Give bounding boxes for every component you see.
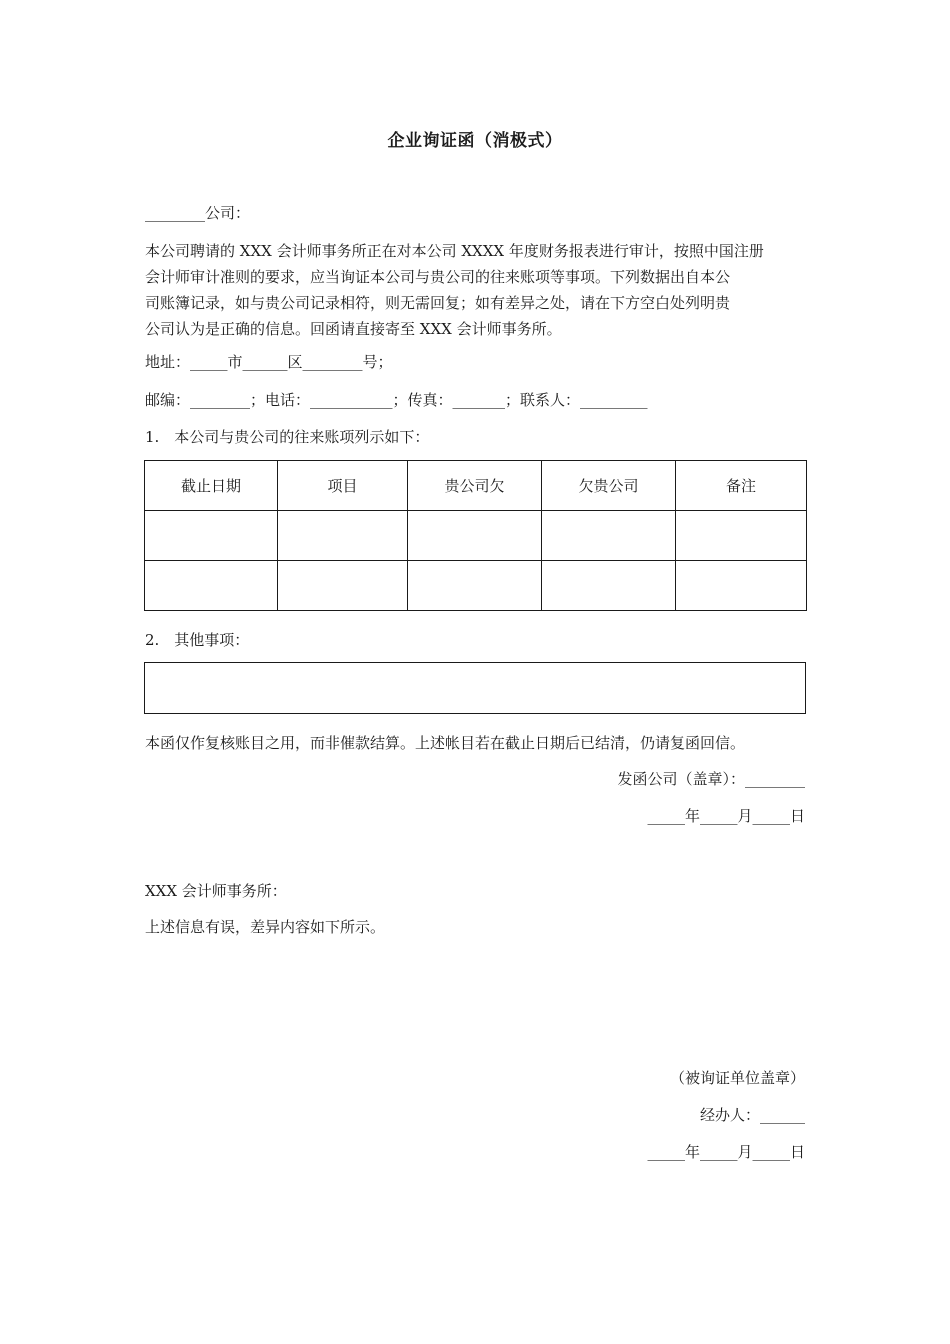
table-cell[interactable] <box>408 511 542 561</box>
table-cell[interactable] <box>278 561 408 611</box>
sender-seal-line: 发函公司（盖章）：________ <box>617 770 805 788</box>
table-cell[interactable] <box>145 561 278 611</box>
confirmer-date-line: _____年_____月_____日 <box>647 1143 805 1161</box>
document-title: 企业询证函（消极式） <box>387 131 563 151</box>
body-line: 司账簿记录，如与贵公司记录相符，则无需回复；如有差异之处，请在下方空白处列明贵 <box>145 294 731 312</box>
table-cell[interactable] <box>676 511 807 561</box>
header-owed-by-you: 贵公司欠 <box>408 461 542 511</box>
header-owed-to-you: 欠贵公司 <box>542 461 676 511</box>
ledger-table <box>144 460 807 611</box>
header-remarks: 备注 <box>676 461 807 511</box>
address-line: 地址：_____市______区________号； <box>145 353 393 371</box>
body-line: 会计师审计准则的要求，应当询证本公司与贵公司的往来账项等事项。下列数据出自本公 <box>145 268 731 286</box>
section1-heading: 1. 本公司与贵公司的往来账项列示如下： <box>145 428 430 446</box>
table-cell[interactable] <box>542 511 676 561</box>
table-row <box>145 511 807 561</box>
other-matters-box[interactable] <box>144 662 806 714</box>
body-line: 公司认为是正确的信息。回函请直接寄至 XXX 会计师事务所。 <box>145 320 562 338</box>
addressee-line: ________公司： <box>145 204 251 222</box>
table-cell[interactable] <box>676 561 807 611</box>
header-item: 项目 <box>278 461 408 511</box>
confirmer-seal-line: （被询证单位盖章） <box>669 1069 805 1087</box>
firm-addressee-line: XXX 会计师事务所： <box>145 882 287 900</box>
section2-heading: 2. 其他事项： <box>145 631 250 649</box>
table-cell[interactable] <box>278 511 408 561</box>
handler-line: 经办人：______ <box>699 1106 805 1124</box>
table-header-row <box>145 461 807 511</box>
discrepancy-note-line: 上述信息有误，差异内容如下所示。 <box>145 918 386 936</box>
contact-line: 邮编：________；电话：___________；传真：_______；联系人：_________ <box>145 391 648 409</box>
table-cell[interactable] <box>542 561 676 611</box>
body-paragraph <box>145 238 807 342</box>
table-row <box>145 561 807 611</box>
table-cell[interactable] <box>408 561 542 611</box>
notice-line: 本函仅作复核账目之用，而非催款结算。上述帐目若在截止日期后已结清，仍请复函回信。 <box>145 734 746 752</box>
header-cutoff-date: 截止日期 <box>145 461 278 511</box>
body-line: 本公司聘请的 XXX 会计师事务所正在对本公司 XXXX 年度财务报表进行审计，按照中国注册 <box>145 242 764 260</box>
table-cell[interactable] <box>145 511 278 561</box>
sender-date-line: _____年_____月_____日 <box>647 807 805 825</box>
